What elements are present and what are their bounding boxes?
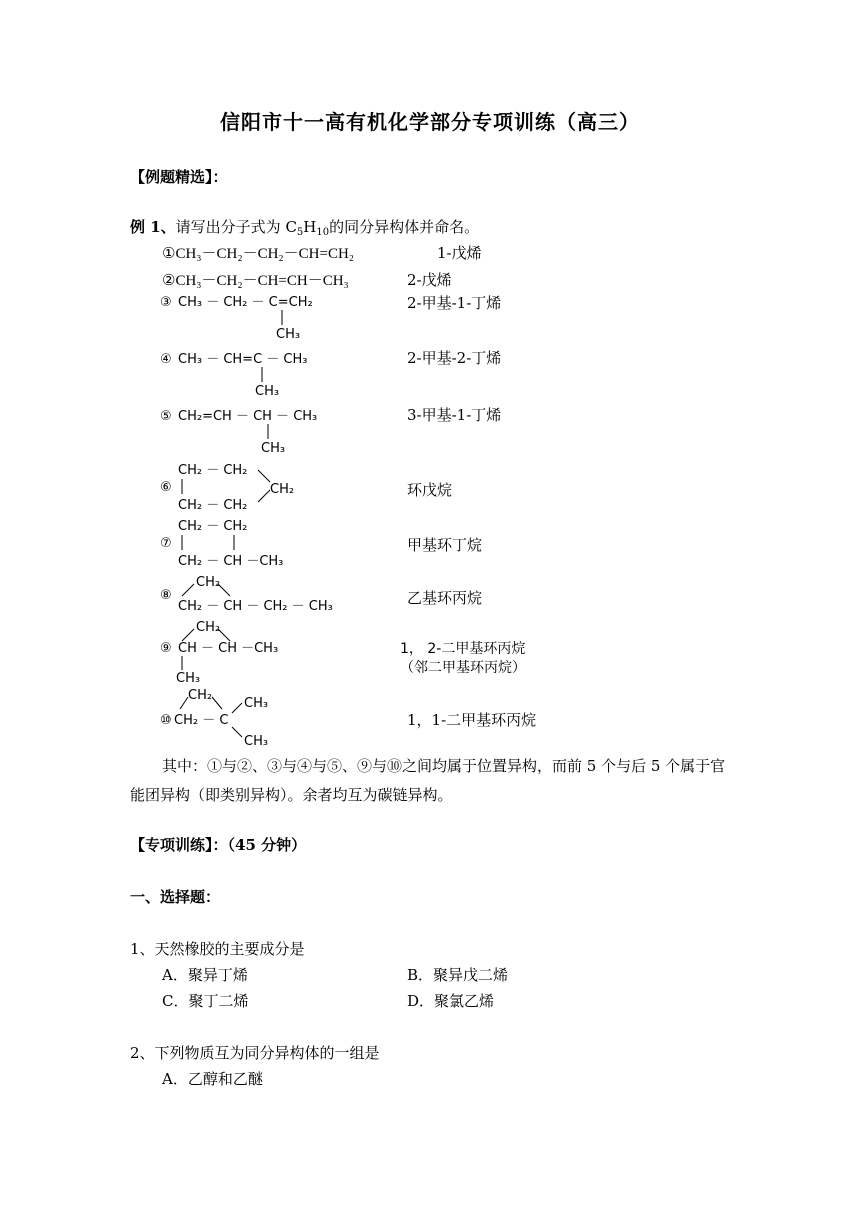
question-1-option-a: A．聚异丁烯 [162,966,248,984]
structure-5-branch: CH₃ [261,441,286,456]
section-training-heading: 【专项训练】：（45 分钟） [130,836,307,854]
explanation-paragraph: 其中：①与②、③与④与⑤、⑨与⑩之间均属于位置异构，而前 5 个与后 5 个属于官能团异构（即类别异构）。余者均互为碳链异构。 [130,757,726,804]
prompt-sub2: 10 [316,227,330,238]
structure-6-bond-upper [258,470,270,482]
structure-7-name: 甲基环丁烷 [407,536,483,554]
structure-3-diagram [158,290,378,346]
structure-8-top: CH₂ [196,575,221,590]
structure-9-bond-left [182,629,194,641]
structure-9-mid: CH － CH －CH₃ [178,641,279,656]
structure-1-formula: ①CH₃－CH₂－CH₂－CH=CH₂ [162,246,355,262]
structure-5-main: CH₂=CH － CH － CH₃ [178,409,318,424]
structure-8-number: ⑧ [160,588,172,603]
question-1-option-d: D．聚氯乙烯 [407,992,495,1010]
structure-4-diagram [158,347,378,403]
prompt-mid: H [303,218,317,236]
structure-6-number: ⑥ [160,480,172,495]
structure-10-number: ⑩ [160,713,172,728]
structure-6-diagram [158,458,378,518]
structure-10-bond-lower [232,727,242,737]
structure-9-name-line1: 1， 2-二甲基环丙烷 [400,641,526,657]
structure-3-name: 2-甲基-1-丁烯 [407,294,502,312]
structure-10-bond-upper [232,703,242,713]
structure-3-main: CH₃ － CH₂ － C=CH₂ [178,295,313,310]
structure-9-name-line2: （邻二甲基环丙烷） [400,660,526,676]
question-1-stem: 1、天然橡胶的主要成分是 [130,940,305,958]
structure-9-branch: CH₃ [176,671,201,686]
structure-3-number: ③ [160,295,172,310]
structure-4-name: 2-甲基-2-丁烯 [407,349,502,367]
structure-9-top: CH₂ [196,620,221,635]
section-choice-heading: 一、选择题： [130,888,221,906]
structure-10-upper: CH₃ [244,696,269,711]
example-1-prompt [130,216,479,237]
structure-6-right: CH₂ [270,482,295,497]
question-2-stem: 2、下列物质互为同分异构体的一组是 [130,1044,380,1062]
question-2-option-a: A．乙醇和乙醚 [162,1070,263,1088]
structure-6-name: 环戊烷 [407,481,453,499]
structure-10-diagram [158,683,378,753]
question-1-option-b: B．聚异戊二烯 [407,966,509,984]
structure-10-bond-left [180,697,188,709]
structure-9-diagram [158,615,378,685]
structure-10-mid: CH₂ － C [174,713,229,728]
structure-4-main: CH₃ － CH=C － CH₃ [178,352,308,367]
structure-10-name: 1，1-二甲基环丙烷 [407,711,537,729]
prompt-before: 请写出分子式为 C [175,218,297,236]
question-1-option-c: C．聚丁二烯 [162,992,249,1010]
example-label: 例 1、 [130,218,176,236]
structure-7-diagram [158,514,378,574]
prompt-sub1: 5 [296,227,304,238]
structure-5-name: 3-甲基-1-丁烯 [407,406,502,424]
structure-10-lower: CH₃ [244,734,269,749]
structure-8-bond-right [218,584,230,596]
page-title: 信阳市十一高有机化学部分专项训练（高三） [220,110,640,134]
structure-8-name: 乙基环丙烷 [407,589,483,607]
structure-6-bottom: CH₂ － CH₂ [178,498,248,513]
structure-2-name: 2-戊烯 [407,271,452,289]
structure-5-diagram [158,404,378,460]
structure-8-bond-left [182,584,194,596]
structure-8-bottom: CH₂ － CH － CH₂ － CH₃ [178,599,333,614]
structure-4-number: ④ [160,352,172,367]
structure-6-top: CH₂ － CH₂ [178,463,248,478]
structure-9-bond-right [218,629,230,641]
structure-5-number: ⑤ [160,409,172,424]
structure-9-number: ⑨ [160,641,172,656]
structure-4-branch: CH₃ [255,384,280,399]
section-example-heading: 【例题精选】： [130,168,228,186]
prompt-after: 的同分异构体并命名。 [329,218,480,236]
structure-10-bond-right [212,697,222,709]
structure-1-name: 1-戊烯 [437,244,482,262]
structure-7-top: CH₂ － CH₂ [178,519,248,534]
structure-6-bond-lower [258,490,270,502]
structure-7-bottom: CH₂ － CH －CH₃ [178,554,284,569]
structure-2-formula: ②CH₃－CH₂－CH=CH－CH₃ [162,273,349,289]
structure-3-branch: CH₃ [276,327,301,342]
structure-10-top: CH₂ [188,688,213,703]
structure-7-number: ⑦ [160,536,172,551]
structure-8-diagram [158,570,378,620]
